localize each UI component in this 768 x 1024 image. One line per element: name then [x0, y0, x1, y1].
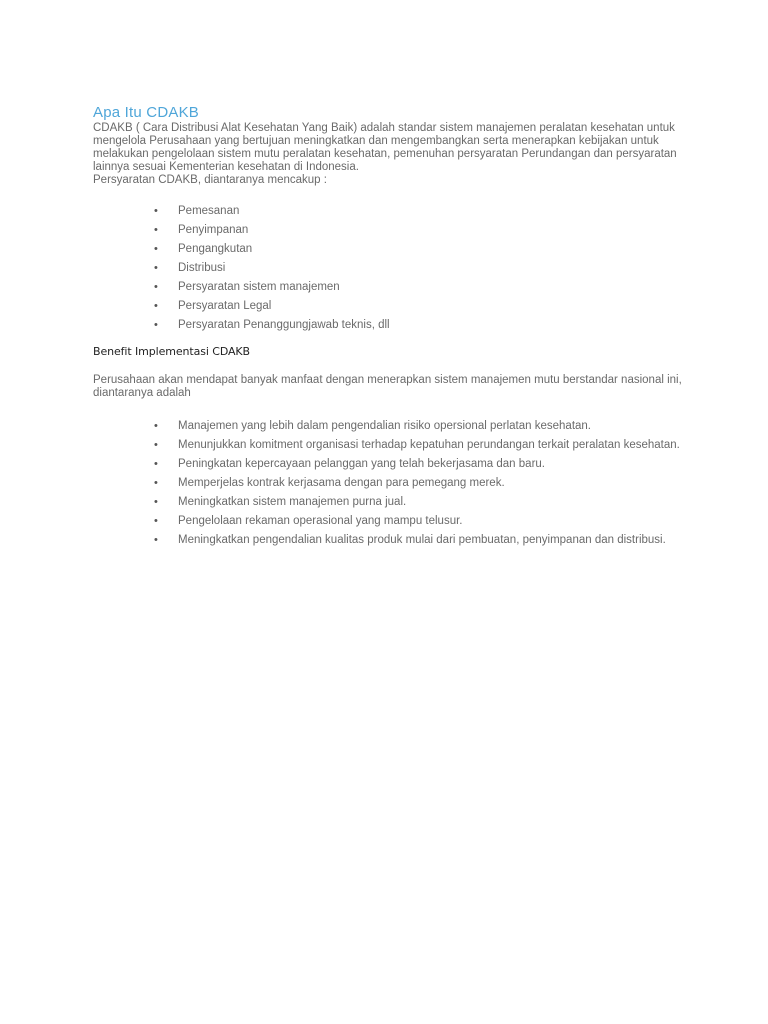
bullet-icon: • [154, 439, 158, 451]
list-item [93, 439, 683, 452]
list-item-text: Meningkatkan sistem manajemen purna jual. [178, 496, 407, 508]
bullet-icon: • [154, 243, 158, 255]
bullet-icon: • [154, 205, 158, 217]
bullet-icon: • [154, 262, 158, 274]
bullet-icon: • [154, 515, 158, 527]
list-item [93, 477, 683, 490]
benefit-paragraph: Perusahaan akan mendapat banyak manfaat dengan menerapkan sistem manajemen mutu berstandar nasional ini, diantaranya adalah [93, 374, 682, 399]
list-item-text: Meningkatkan pengendalian kualitas produk mulai dari pembuatan, penyimpanan dan distribusi. [178, 534, 666, 546]
bullet-icon: • [154, 477, 158, 489]
benefit-list [93, 420, 683, 547]
list-item-text: Menunjukkan komitment organisasi terhadap kepatuhan perundangan terkait peralatan kesehatan. [178, 439, 680, 451]
intro-paragraph: CDAKB ( Cara Distribusi Alat Kesehatan Yang Baik) adalah standar sistem manajemen peralatan kesehatan untuk mengelola Perusahaan yang bertujuan meningkatkan dan mengembangkan serta menerapkan kebijakan untuk melakukan pengelolaan sistem mutu peralatan kesehatan, pemenuhan persyaratan Perundangan dan persyaratan lainnya sesuai Kementerian kesehatan di Indonesia. [93, 122, 677, 173]
bullet-icon: • [154, 420, 158, 432]
list-item [93, 458, 683, 471]
list-item [93, 515, 683, 528]
list-item-text: Pengangkutan [178, 243, 253, 255]
list-item [93, 224, 683, 237]
bullet-icon: • [154, 534, 158, 546]
bullet-icon: • [154, 496, 158, 508]
list-item-text: Pemesanan [178, 205, 240, 217]
list-item-text: Persyaratan Legal [178, 300, 272, 312]
list-item [93, 319, 683, 332]
list-item-text: Pengelolaan rekaman operasional yang mampu telusur. [178, 515, 463, 527]
bullet-icon: • [154, 458, 158, 470]
requirements-list [93, 205, 683, 332]
bullet-icon: • [154, 300, 158, 312]
list-item-text: Penyimpanan [178, 224, 249, 236]
list-item [93, 205, 683, 218]
list-item-text: Peningkatan kepercayaan pelanggan yang telah bekerjasama dan baru. [178, 458, 545, 470]
list-item [93, 420, 683, 433]
page-title: Apa Itu CDAKB [93, 104, 199, 121]
list-item [93, 243, 683, 256]
list-item-text: Memperjelas kontrak kerjasama dengan para pemegang merek. [178, 477, 505, 489]
document-page [93, 104, 683, 553]
list-item-text: Persyaratan sistem manajemen [178, 281, 340, 293]
list-item [93, 262, 683, 275]
list-item-text: Manajemen yang lebih dalam pengendalian risiko opersional perlatan kesehatan. [178, 420, 591, 432]
requirements-intro: Persyaratan CDAKB, diantaranya mencakup : [93, 174, 327, 186]
benefit-heading: Benefit Implementasi CDAKB [93, 345, 250, 358]
list-item-text: Persyaratan Penanggungjawab teknis, dll [178, 319, 390, 331]
list-item [93, 281, 683, 294]
list-item [93, 496, 683, 509]
bullet-icon: • [154, 281, 158, 293]
list-item-text: Distribusi [178, 262, 226, 274]
list-item [93, 300, 683, 313]
bullet-icon: • [154, 224, 158, 236]
list-item [93, 534, 683, 547]
bullet-icon: • [154, 319, 158, 331]
